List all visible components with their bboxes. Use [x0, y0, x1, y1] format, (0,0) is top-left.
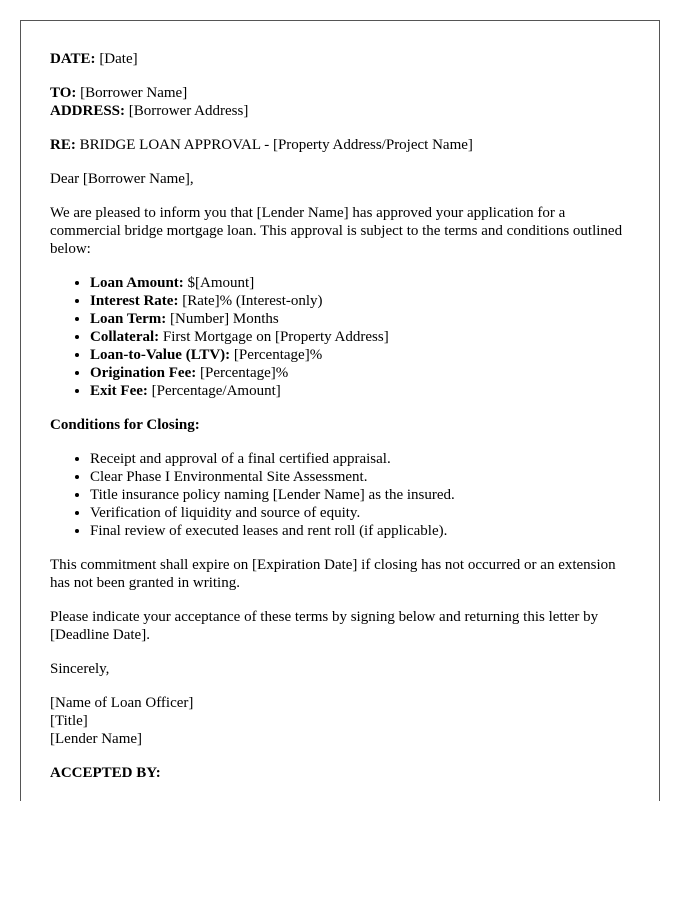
signature-title: [Title] — [50, 713, 88, 729]
signature-block — [50, 694, 631, 748]
address-label: ADDRESS: — [50, 103, 126, 119]
term-label: Interest Rate: — [90, 293, 179, 309]
intro-paragraph: We are pleased to inform you that [Lender Name] has approved your application for a commercial bridge mortgage loan. This approval is subject to the terms and conditions outlined below: — [50, 205, 623, 257]
salutation: Dear [Borrower Name], — [50, 171, 194, 187]
address-line — [50, 102, 631, 120]
re-label: RE: — [50, 137, 76, 153]
to-value: [Borrower Name] — [80, 85, 188, 101]
loan-terms-list — [50, 274, 631, 400]
term-value: [Percentage/Amount] — [151, 383, 281, 399]
term-label: Loan Term: — [90, 311, 167, 327]
list-item: • Clear Phase I Environmental Site Assessment. — [90, 468, 631, 486]
acceptance-paragraph: Please indicate your acceptance of these terms by signing below and returning this letter by [Deadline Date]. — [50, 609, 599, 643]
term-label: Exit Fee: — [90, 383, 148, 399]
list-item: • Title insurance policy naming [Lender Name] as the insured. — [90, 486, 631, 504]
list-item — [90, 310, 631, 328]
list-item — [90, 328, 631, 346]
to-line — [50, 84, 631, 102]
term-label: Origination Fee: — [90, 365, 197, 381]
term-label: Collateral: — [90, 329, 160, 345]
term-value: [Number] Months — [170, 311, 279, 327]
accepted-by — [50, 764, 631, 782]
list-item: • Verification of liquidity and source of equity. — [90, 504, 631, 522]
term-value: [Percentage]% — [233, 347, 323, 363]
term-value: First Mortgage on [Property Address] — [162, 329, 389, 345]
date-value: [Date] — [99, 51, 138, 67]
term-label: Loan-to-Value (LTV): — [90, 347, 231, 363]
accepted-by-text: ACCEPTED BY: — [50, 765, 161, 781]
recipient-block — [50, 84, 631, 120]
letter-content — [21, 21, 659, 782]
term-value: [Percentage]% — [199, 365, 289, 381]
term-value: $[Amount] — [187, 275, 255, 291]
date-label: DATE: — [50, 51, 96, 67]
to-label: TO: — [50, 85, 77, 101]
expiry-paragraph: This commitment shall expire on [Expiration Date] if closing has not occurred or an extension has not been granted in writing. — [50, 557, 616, 591]
term-label: Loan Amount: — [90, 275, 184, 291]
re-line — [50, 136, 631, 154]
signature-name: [Name of Loan Officer] — [50, 695, 194, 711]
conditions-list — [50, 450, 631, 540]
list-item — [90, 382, 631, 400]
signature-lender: [Lender Name] — [50, 731, 143, 747]
conditions-heading-text: Conditions for Closing: — [50, 417, 200, 433]
closing: Sincerely, — [50, 661, 110, 677]
conditions-heading — [50, 416, 631, 434]
list-item: • Final review of executed leases and rent roll (if applicable). — [90, 522, 631, 540]
list-item: • Receipt and approval of a final certified appraisal. — [90, 450, 631, 468]
list-item — [90, 292, 631, 310]
list-item — [90, 274, 631, 292]
list-item — [90, 364, 631, 382]
list-item — [90, 346, 631, 364]
address-value: [Borrower Address] — [128, 103, 249, 119]
letter-page — [20, 20, 660, 801]
term-value: [Rate]% (Interest-only) — [182, 293, 323, 309]
date-line — [50, 50, 631, 68]
re-value: BRIDGE LOAN APPROVAL - [Property Address/Project Name] — [79, 137, 473, 153]
